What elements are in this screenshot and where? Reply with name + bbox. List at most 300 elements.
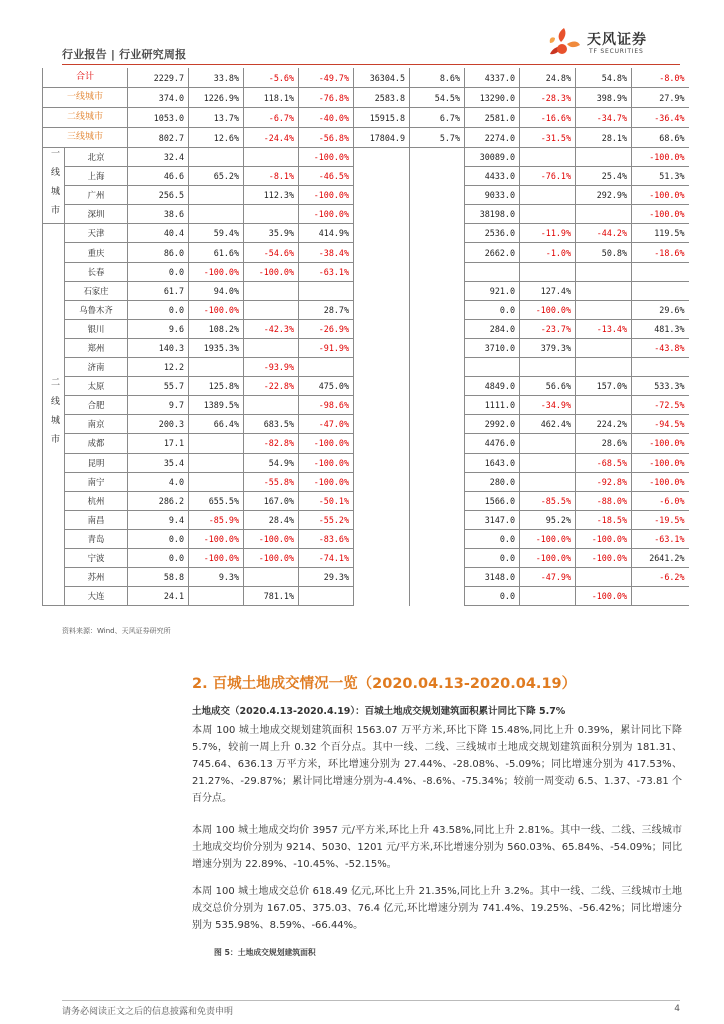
city-name: 大连: [65, 587, 128, 606]
table-row: [43, 434, 689, 453]
table-cell: [576, 148, 632, 167]
table-cell: 2641.2%: [632, 548, 689, 567]
table-cell: -47.0%: [299, 415, 354, 434]
table-cell: -5.6%: [244, 68, 299, 88]
table-cell: [520, 148, 576, 167]
table-cell: 33.8%: [189, 68, 244, 88]
footer-rule: [62, 1000, 680, 1001]
empty-cell: [354, 510, 410, 529]
table-cell: -11.9%: [520, 224, 576, 243]
table-row-summary: [43, 128, 689, 148]
city-name: 成都: [65, 434, 128, 453]
logo-subtext: TF SECURITIES: [589, 48, 644, 55]
table-cell: 95.2%: [520, 510, 576, 529]
table-cell: 55.7: [128, 377, 189, 396]
empty-cell: [410, 338, 465, 357]
table-row: [43, 491, 689, 510]
empty-cell: [410, 548, 465, 567]
empty-cell: [354, 377, 410, 396]
table-cell: 94.0%: [189, 281, 244, 300]
city-name: 北京: [65, 148, 128, 167]
table-cell: [244, 148, 299, 167]
table-cell: 56.6%: [520, 377, 576, 396]
table-cell: [520, 472, 576, 491]
table-cell: -46.5%: [299, 167, 354, 186]
table-cell: -18.5%: [576, 510, 632, 529]
table-cell: 9033.0: [465, 186, 520, 205]
table-cell: -6.7%: [244, 108, 299, 128]
table-cell: -55.8%: [244, 472, 299, 491]
table-cell: 66.4%: [189, 415, 244, 434]
table-cell: -19.5%: [632, 510, 689, 529]
table-cell: 25.4%: [576, 167, 632, 186]
table-cell: 0.0: [465, 529, 520, 548]
table-cell: 4849.0: [465, 377, 520, 396]
city-name: 合肥: [65, 396, 128, 415]
table-cell: -83.6%: [299, 529, 354, 548]
table-cell: -100.0%: [299, 205, 354, 224]
table-source: 资料来源：Wind、天风证券研究所: [62, 627, 171, 635]
row-label: 合计: [43, 68, 128, 88]
table-cell: 50.8%: [576, 243, 632, 262]
table-cell: 28.4%: [244, 510, 299, 529]
table-cell: 286.2: [128, 491, 189, 510]
table-row: [43, 148, 689, 167]
header-rule: [62, 64, 680, 65]
table-cell: 65.2%: [189, 167, 244, 186]
city-name: 重庆: [65, 243, 128, 262]
table-row: [43, 338, 689, 357]
table-cell: [465, 262, 520, 281]
table-cell: -26.9%: [299, 319, 354, 338]
empty-cell: [410, 262, 465, 281]
table-cell: -100.0%: [299, 434, 354, 453]
table-cell: 0.0: [465, 587, 520, 606]
table-row: [43, 568, 689, 587]
city-name: 宁波: [65, 548, 128, 567]
table-cell: -42.3%: [244, 319, 299, 338]
table-cell: 414.9%: [299, 224, 354, 243]
table-cell: 28.6%: [576, 434, 632, 453]
table-row: [43, 510, 689, 529]
table-cell: 17.1: [128, 434, 189, 453]
row-label: 二线城市: [43, 108, 128, 128]
table-row: [43, 453, 689, 472]
page-number: 4: [674, 1004, 680, 1014]
empty-cell: [410, 510, 465, 529]
empty-cell: [410, 377, 465, 396]
table-cell: 28.7%: [299, 300, 354, 319]
empty-cell: [354, 358, 410, 377]
empty-cell: [354, 205, 410, 224]
table-cell: [576, 568, 632, 587]
empty-cell: [354, 548, 410, 567]
tier-group-label: 一线城市: [43, 148, 65, 224]
table-cell: 0.0: [465, 300, 520, 319]
figure-title: 图 5：土地成交规划建筑面积: [214, 948, 316, 957]
city-name: 昆明: [65, 453, 128, 472]
empty-cell: [354, 262, 410, 281]
city-name: 郑州: [65, 338, 128, 357]
table-cell: 921.0: [465, 281, 520, 300]
tier-group-label: 二线城市: [43, 224, 65, 606]
table-cell: 2992.0: [465, 415, 520, 434]
table-cell: [244, 396, 299, 415]
table-cell: [632, 358, 689, 377]
table-cell: -100.0%: [244, 529, 299, 548]
table-cell: 54.9%: [244, 453, 299, 472]
table-cell: -100.0%: [576, 548, 632, 567]
city-name: 南宁: [65, 472, 128, 491]
city-name: 乌鲁木齐: [65, 300, 128, 319]
table-cell: -72.5%: [632, 396, 689, 415]
table-cell: -34.7%: [576, 108, 632, 128]
table-cell: -24.4%: [244, 128, 299, 148]
section-title: 2. 百城土地成交情况一览（2020.04.13-2020.04.19）: [192, 676, 577, 692]
empty-cell: [354, 148, 410, 167]
table-cell: 28.1%: [576, 128, 632, 148]
table-cell: [520, 434, 576, 453]
table-cell: -56.8%: [299, 128, 354, 148]
table-cell: -91.9%: [299, 338, 354, 357]
table-cell: -6.2%: [632, 568, 689, 587]
empty-cell: [410, 300, 465, 319]
table-cell: 35.9%: [244, 224, 299, 243]
table-cell: [520, 205, 576, 224]
table-cell: -16.6%: [520, 108, 576, 128]
empty-cell: [354, 319, 410, 338]
city-name: 苏州: [65, 568, 128, 587]
table-cell: -100.0%: [632, 148, 689, 167]
table-row: [43, 205, 689, 224]
table-cell: 2536.0: [465, 224, 520, 243]
table-cell: 118.1%: [244, 88, 299, 108]
table-cell: 374.0: [128, 88, 189, 108]
table-cell: -100.0%: [576, 529, 632, 548]
table-cell: -68.5%: [576, 453, 632, 472]
table-cell: 0.0: [128, 262, 189, 281]
table-cell: 61.7: [128, 281, 189, 300]
table-cell: [632, 262, 689, 281]
table-cell: [520, 262, 576, 281]
table-cell: [189, 186, 244, 205]
table-cell: 61.6%: [189, 243, 244, 262]
table-cell: 0.0: [128, 548, 189, 567]
table-cell: [244, 568, 299, 587]
table-cell: 36304.5: [354, 68, 410, 88]
table-cell: -88.0%: [576, 491, 632, 510]
city-name: 长春: [65, 262, 128, 281]
table-cell: 1053.0: [128, 108, 189, 128]
empty-cell: [410, 281, 465, 300]
table-cell: -100.0%: [299, 453, 354, 472]
table-cell: -100.0%: [189, 262, 244, 281]
table-row: [43, 300, 689, 319]
city-name: 太原: [65, 377, 128, 396]
table-cell: [244, 205, 299, 224]
table-cell: 533.3%: [632, 377, 689, 396]
table-cell: -54.6%: [244, 243, 299, 262]
table-row: [43, 472, 689, 491]
empty-cell: [410, 186, 465, 205]
table-cell: 9.3%: [189, 568, 244, 587]
table-cell: -63.1%: [299, 262, 354, 281]
paragraph-area: 本周 100 城土地成交规划建筑面积 1563.07 万平方米,环比下降 15.48%,同比上升 0.39%，累计同比下降 5.7%，较前一周上升 0.32 个百分点。其中一线、二线、三线城市土地成交规划建筑面积分别为 181.31、745.64、636.13 万平方米，环比增速分别为 27.44%、-28.08%、-5.09%；同比增速分别为 417.53%、21.27%、-29.87%；累计同比增速分别为-4.4%、-8.6%、-75.34%；较前一周变动 6.5、1.37、-73.81 个百分点。: [192, 725, 682, 804]
empty-cell: [354, 167, 410, 186]
table-row: [43, 262, 689, 281]
table-cell: 27.9%: [632, 88, 689, 108]
empty-cell: [354, 224, 410, 243]
table-cell: 9.7: [128, 396, 189, 415]
empty-cell: [410, 587, 465, 606]
table-cell: 40.4: [128, 224, 189, 243]
table-cell: 2581.0: [465, 108, 520, 128]
table-cell: -100.0%: [189, 529, 244, 548]
city-name: 上海: [65, 167, 128, 186]
empty-cell: [354, 453, 410, 472]
table-cell: 1226.9%: [189, 88, 244, 108]
table-cell: 13290.0: [465, 88, 520, 108]
table-cell: -100.0%: [189, 300, 244, 319]
table-cell: -6.0%: [632, 491, 689, 510]
city-land-transaction-table: [42, 68, 689, 606]
table-cell: -18.6%: [632, 243, 689, 262]
table-cell: 284.0: [465, 319, 520, 338]
table-cell: -43.8%: [632, 338, 689, 357]
logo-text: 天风证券: [587, 32, 647, 48]
table-cell: 4476.0: [465, 434, 520, 453]
city-name: 石家庄: [65, 281, 128, 300]
table-cell: -100.0%: [299, 472, 354, 491]
table-cell: 481.3%: [632, 319, 689, 338]
empty-cell: [354, 472, 410, 491]
empty-cell: [354, 338, 410, 357]
table-cell: -100.0%: [632, 205, 689, 224]
table-cell: -49.7%: [299, 68, 354, 88]
table-cell: 12.2: [128, 358, 189, 377]
table-cell: 1389.5%: [189, 396, 244, 415]
table-cell: -76.1%: [520, 167, 576, 186]
table-cell: -40.0%: [299, 108, 354, 128]
table-cell: 683.5%: [244, 415, 299, 434]
table-cell: 462.4%: [520, 415, 576, 434]
table-cell: -55.2%: [299, 510, 354, 529]
table-row-summary: [43, 108, 689, 128]
empty-cell: [410, 453, 465, 472]
table-cell: -100.0%: [632, 434, 689, 453]
table-cell: -13.4%: [576, 319, 632, 338]
table-cell: -28.3%: [520, 88, 576, 108]
table-cell: -100.0%: [244, 262, 299, 281]
table-cell: 802.7: [128, 128, 189, 148]
table-cell: 1935.3%: [189, 338, 244, 357]
table-cell: -98.6%: [299, 396, 354, 415]
table-cell: 157.0%: [576, 377, 632, 396]
city-name: 南京: [65, 415, 128, 434]
table-cell: 54.8%: [576, 68, 632, 88]
city-name: 杭州: [65, 491, 128, 510]
empty-cell: [410, 396, 465, 415]
table-cell: [576, 281, 632, 300]
empty-cell: [410, 148, 465, 167]
table-cell: 1111.0: [465, 396, 520, 415]
empty-cell: [354, 415, 410, 434]
table-row: [43, 415, 689, 434]
empty-cell: [410, 472, 465, 491]
table-cell: -34.9%: [520, 396, 576, 415]
table-cell: 6.7%: [410, 108, 465, 128]
table-cell: 12.6%: [189, 128, 244, 148]
table-cell: 3147.0: [465, 510, 520, 529]
table-cell: 398.9%: [576, 88, 632, 108]
table-row: [43, 358, 689, 377]
table-cell: -85.5%: [520, 491, 576, 510]
table-cell: -94.5%: [632, 415, 689, 434]
table-row: [43, 319, 689, 338]
empty-cell: [410, 568, 465, 587]
table-cell: -93.9%: [244, 358, 299, 377]
table-cell: [520, 186, 576, 205]
table-cell: 9.4: [128, 510, 189, 529]
table-cell: [189, 148, 244, 167]
table-cell: 379.3%: [520, 338, 576, 357]
empty-cell: [354, 491, 410, 510]
table-cell: 68.6%: [632, 128, 689, 148]
table-cell: 140.3: [128, 338, 189, 357]
table-cell: 119.5%: [632, 224, 689, 243]
table-cell: 200.3: [128, 415, 189, 434]
table-cell: 59.4%: [189, 224, 244, 243]
table-cell: [465, 358, 520, 377]
table-cell: 292.9%: [576, 186, 632, 205]
table-cell: 112.3%: [244, 186, 299, 205]
table-cell: [299, 281, 354, 300]
table-cell: [189, 205, 244, 224]
empty-cell: [354, 529, 410, 548]
table-row: [43, 186, 689, 205]
table-cell: [520, 587, 576, 606]
table-row: [43, 529, 689, 548]
empty-cell: [354, 281, 410, 300]
empty-cell: [354, 587, 410, 606]
empty-cell: [410, 319, 465, 338]
empty-cell: [354, 186, 410, 205]
table-cell: [189, 472, 244, 491]
table-cell: 1566.0: [465, 491, 520, 510]
empty-cell: [410, 358, 465, 377]
table-cell: [189, 453, 244, 472]
table-cell: 0.0: [128, 300, 189, 319]
table-cell: 781.1%: [244, 587, 299, 606]
table-cell: 108.2%: [189, 319, 244, 338]
table-cell: 167.0%: [244, 491, 299, 510]
empty-cell: [354, 300, 410, 319]
city-name: 青岛: [65, 529, 128, 548]
section-subtitle: 土地成交（2020.4.13-2020.4.19）：百城土地成交规划建筑面积累计同比下降 5.7%: [192, 706, 566, 717]
row-label: 三线城市: [43, 128, 128, 148]
table-cell: 17804.9: [354, 128, 410, 148]
table-cell: [299, 587, 354, 606]
report-section-label: 行业报告 | 行业研究周报: [62, 48, 187, 61]
table-row-summary: [43, 68, 689, 88]
table-cell: [632, 281, 689, 300]
table-cell: 46.6: [128, 167, 189, 186]
table-cell: -100.0%: [632, 186, 689, 205]
empty-cell: [354, 434, 410, 453]
table-row: [43, 548, 689, 567]
table-cell: 9.6: [128, 319, 189, 338]
city-name: 银川: [65, 319, 128, 338]
table-cell: [189, 358, 244, 377]
table-cell: -100.0%: [520, 529, 576, 548]
paragraph-total: 本周 100 城土地成交总价 618.49 亿元,环比上升 21.35%,同比上升 3.2%。其中一线、二线、三线城市土地成交总价分别为 167.05、375.03、76.4 亿元,环比增速分别为 741.4%、19.25%、-56.42%；同比增速分别为 535.98%、8.59%、-66.44%。: [192, 886, 682, 931]
table-cell: 127.4%: [520, 281, 576, 300]
table-row-summary: [43, 88, 689, 108]
table-cell: 125.8%: [189, 377, 244, 396]
table-cell: -44.2%: [576, 224, 632, 243]
table-cell: -74.1%: [299, 548, 354, 567]
table-cell: -100.0%: [189, 548, 244, 567]
empty-cell: [410, 224, 465, 243]
row-label: 一线城市: [43, 88, 128, 108]
table-cell: [576, 262, 632, 281]
table-cell: 2229.7: [128, 68, 189, 88]
table-row: [43, 243, 689, 262]
footer-disclaimer: 请务必阅读正文之后的信息披露和免责申明: [62, 1007, 234, 1017]
table-cell: 2274.0: [465, 128, 520, 148]
empty-cell: [410, 243, 465, 262]
table-row: [43, 281, 689, 300]
table-cell: 1643.0: [465, 453, 520, 472]
table-cell: 15915.8: [354, 108, 410, 128]
table-cell: 32.4: [128, 148, 189, 167]
empty-cell: [354, 568, 410, 587]
city-name: 济南: [65, 358, 128, 377]
city-name: 天津: [65, 224, 128, 243]
empty-cell: [354, 396, 410, 415]
table-cell: 3710.0: [465, 338, 520, 357]
table-cell: 5.7%: [410, 128, 465, 148]
table-cell: -22.8%: [244, 377, 299, 396]
city-name: 南昌: [65, 510, 128, 529]
table-cell: 38.6: [128, 205, 189, 224]
table-cell: -82.8%: [244, 434, 299, 453]
table-cell: -1.0%: [520, 243, 576, 262]
table-cell: [520, 453, 576, 472]
table-cell: 24.1: [128, 587, 189, 606]
empty-cell: [354, 243, 410, 262]
table-row: [43, 396, 689, 415]
empty-cell: [410, 434, 465, 453]
table-cell: -8.0%: [632, 68, 689, 88]
table-cell: 4.0: [128, 472, 189, 491]
table-cell: 58.8: [128, 568, 189, 587]
table-cell: [244, 281, 299, 300]
table-cell: -100.0%: [632, 472, 689, 491]
empty-cell: [410, 529, 465, 548]
table-cell: 29.3%: [299, 568, 354, 587]
table-cell: -31.5%: [520, 128, 576, 148]
city-name: 深圳: [65, 205, 128, 224]
table-cell: [576, 338, 632, 357]
table-cell: 2662.0: [465, 243, 520, 262]
table-cell: [520, 358, 576, 377]
empty-cell: [410, 491, 465, 510]
table-cell: 0.0: [128, 529, 189, 548]
table-cell: 30089.0: [465, 148, 520, 167]
logo-mark-icon: [545, 24, 583, 60]
tf-securities-logo: [545, 24, 680, 60]
